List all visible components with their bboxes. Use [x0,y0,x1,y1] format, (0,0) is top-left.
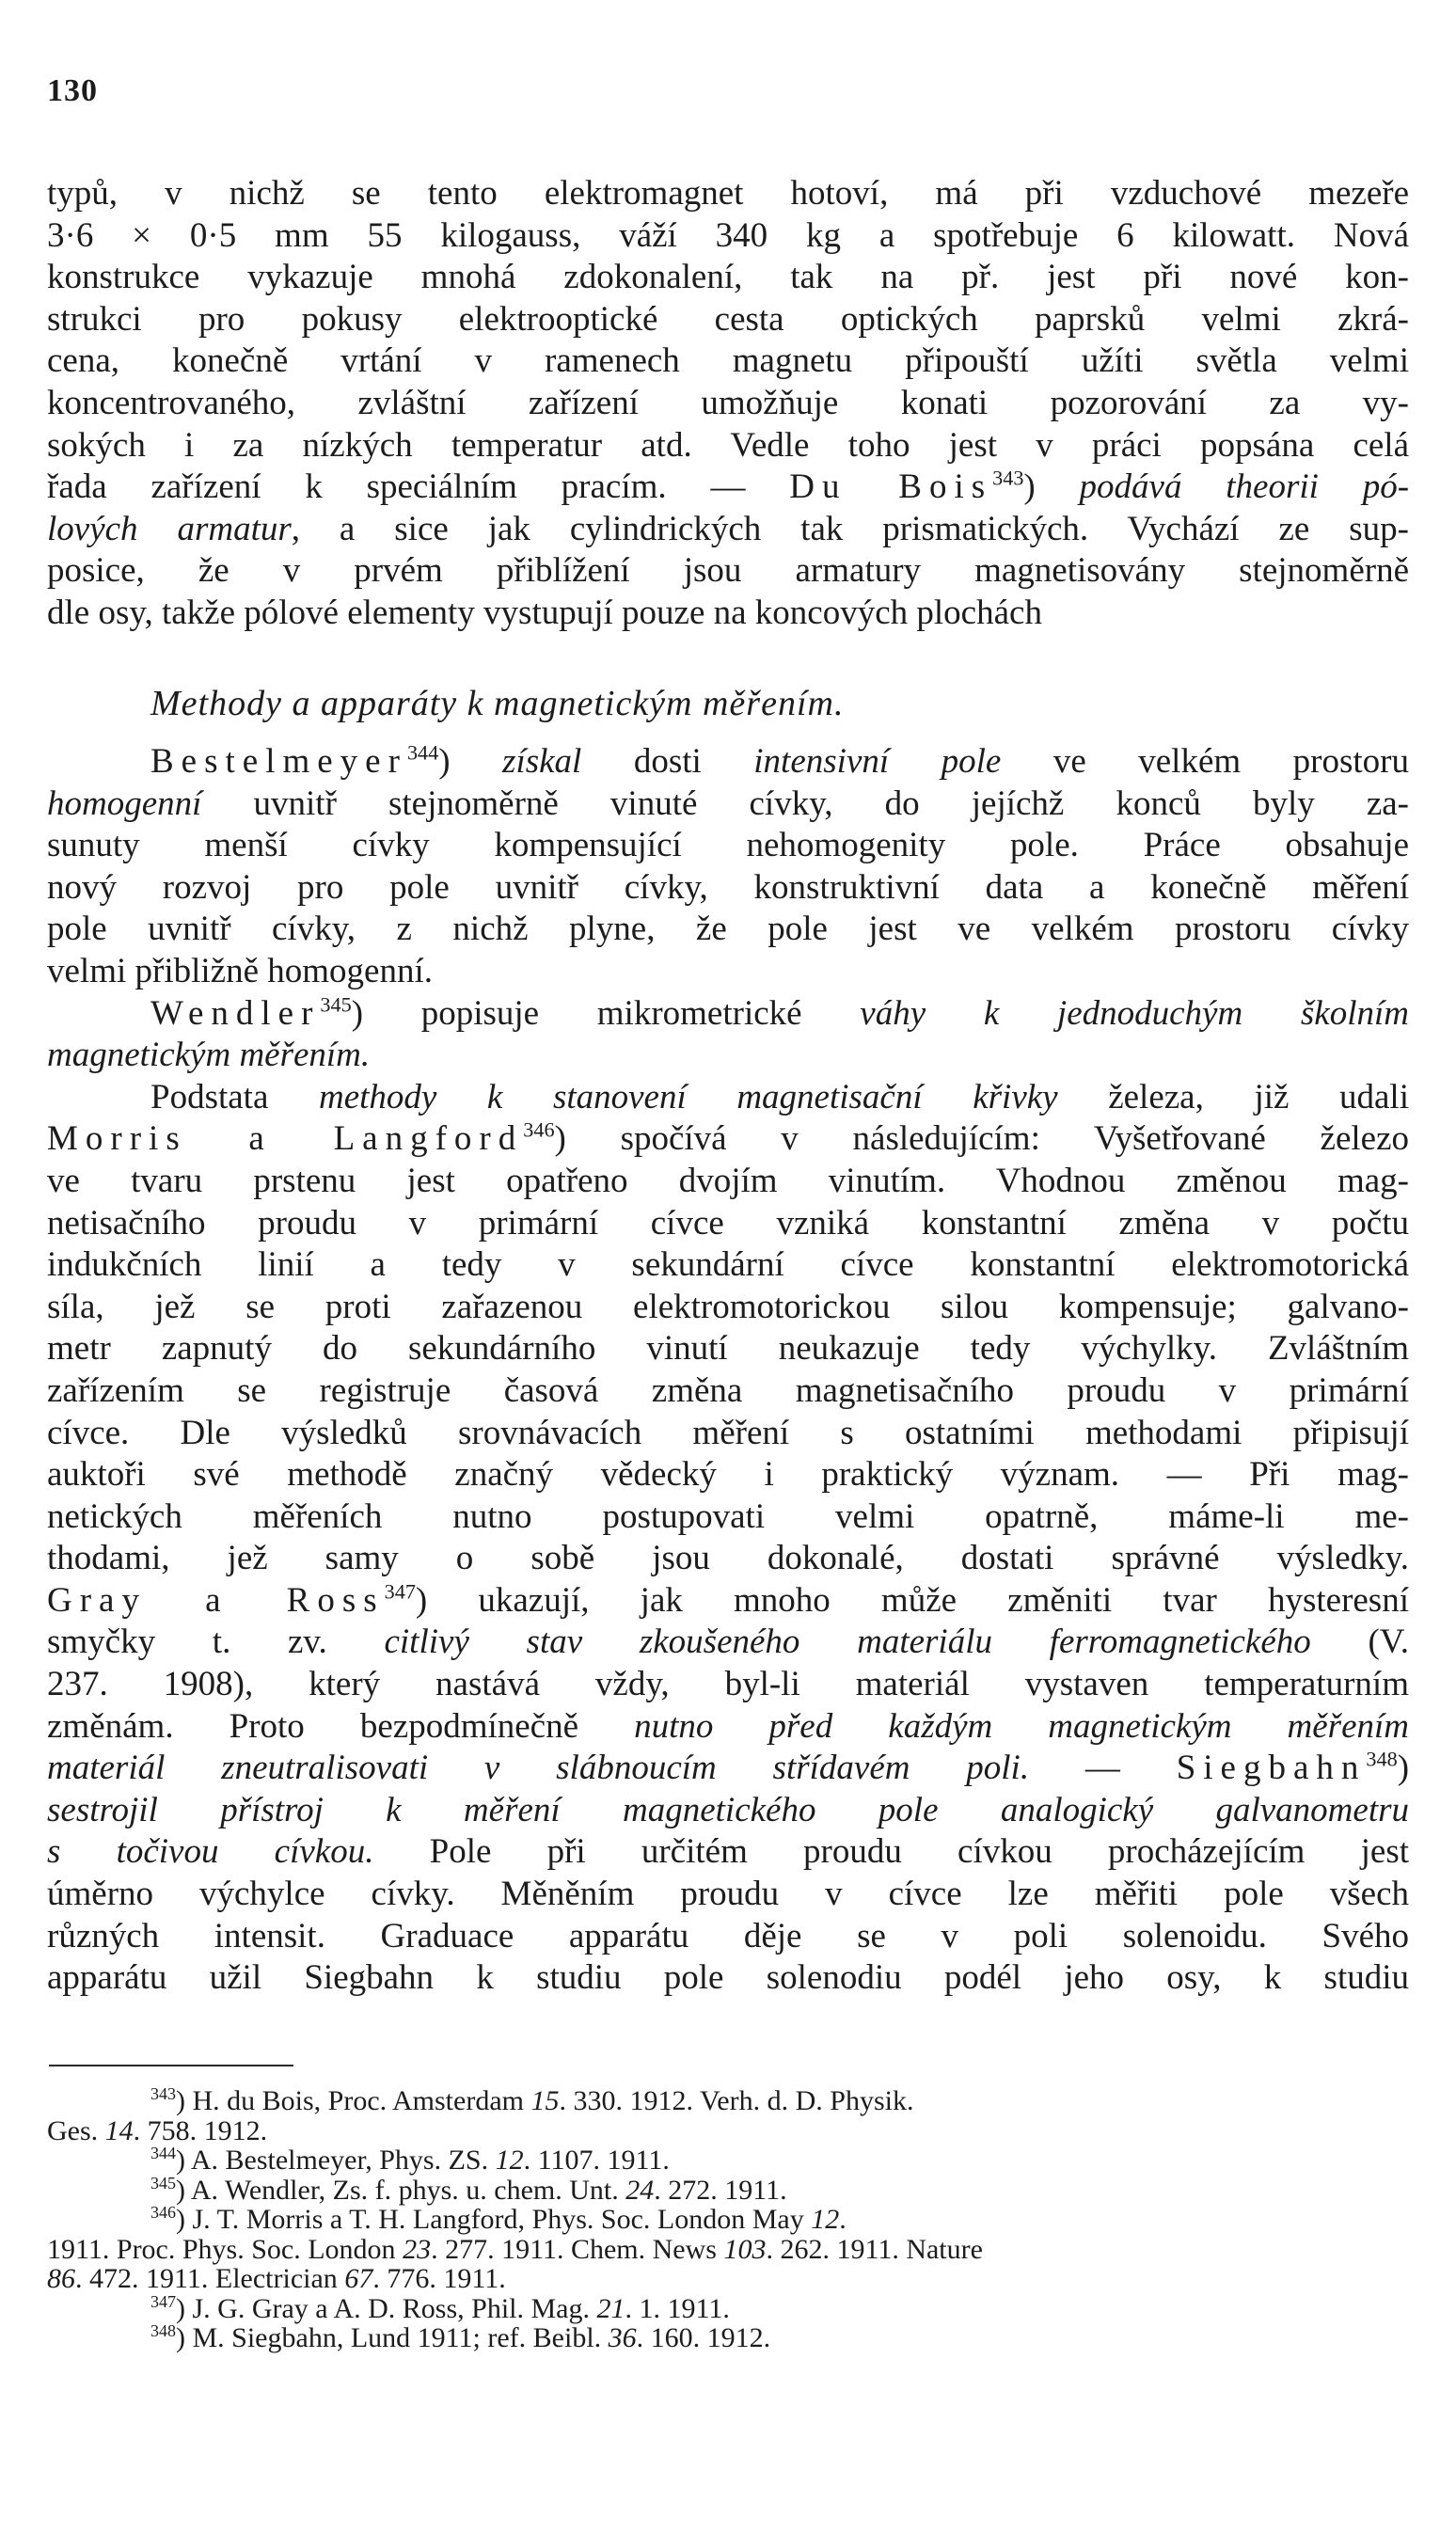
p3-line-16: změnám. Proto bezpodmínečně nutno před každým magnetickým měřením [47,1706,1409,1746]
p1-line-3: sunuty menší cívky kompensující nehomogenity pole. Práce obsahuje [47,826,1409,865]
p3-line-8: zařízením se registruje časová změna magnetisačního proudu v primární [47,1370,1409,1410]
p3-line-10: auktoři své methodě značný vědecký i praktický význam. — Při mag- [47,1455,1409,1495]
footnote-344: $^{344}$) A. Bestelmeyer, Phys. ZS. 12. 1107. 1911. [150,2144,670,2176]
footnote-348: $^{348}$) M. Siegbahn, Lund 1911; ref. Beibl. 36. 160. 1912. [150,2321,771,2353]
intro-line-10: posice, že v prvém přiblížení jsou armatury magnetisovány stejnoměrně [47,551,1409,591]
p3-line-7: metr zapnutý do sekundárního vinutí neukazuje tedy výchylky. Zvláštním [47,1329,1409,1369]
p1-line-2: homogenní uvnitř stejnoměrně vinuté cívky, do jejíchž konců byly za- [47,784,1409,823]
p3-line-11: netických měřeních nutno postupovati velmi opatrně, máme-li me- [47,1496,1409,1536]
footnote-343-cont: Ges. 14. 758. 1912. [47,2114,268,2146]
intro-line-11: dle osy, takže pólové elementy vystupují pouze na koncových plochách [47,593,1042,632]
footnote-346-cont-1: 1911. Proc. Phys. Soc. London 23. 277. 1911. Chem. News 103. 262. 1911. Nature [47,2233,983,2265]
author-bestelmeyer: Bestelmeyer [150,742,407,781]
p1-line-1: Bestelmeyer$^{344}$) získal dosti intensivní pole ve velkém prostoru [150,740,1409,781]
p3-line-2: Morris a Langford$^{346}$) spočívá v následujícím: Vyšetřované železo [47,1118,1409,1159]
p3-line-13: Gray a Ross$^{347}$) ukazují, jak mnoho může změniti tvar hysteresní [47,1579,1409,1620]
p3-line-15: 237. 1908), který nastává vždy, byl-li materiál vystaven temperaturním [47,1665,1409,1704]
footnote-ref: 343 [992,466,1024,490]
p1-line-5: pole uvnitř cívky, z nichž plyne, že pole jest ve velkém prostoru cívky [47,910,1409,949]
intro-line-6: koncentrovaného, zvláštní zařízení umožňuje konati pozorování za vy- [47,383,1409,422]
intro-line-5: cena, konečně vrtání v ramenech magnetu připouští užíti světla velmi [47,341,1409,381]
p3-line-19: s točivou cívkou. Pole při určitém proudu cívkou procházejícím jest [47,1832,1409,1872]
footnotes [47,2086,1409,2353]
p3-line-3: ve tvaru prstenu jest opatřeno dvojím vinutím. Vhodnou změnou mag- [47,1161,1409,1200]
author-du-bois: Du Bois [789,467,993,507]
author-morris-langford: Morris a Langford [47,1119,524,1159]
p2-line-2: magnetickým měřením. [47,1036,371,1075]
footnote-343: $^{343}$) H. du Bois, Proc. Amsterdam 15. 330. 1912. Verh. d. D. Physik. [150,2084,914,2116]
intro-line-3: konstrukce vykazuje mnohá zdokonalení, tak na př. jest při nové kon- [47,258,1409,297]
intro-line-9: lových armatur, a sice jak cylindrických tak prismatických. Vychází ze sup- [47,509,1409,548]
p3-line-5: indukčních linií a tedy v sekundární cívce konstantní elektromotorická [47,1245,1409,1285]
intro-line-7: sokých i za nízkých temperatur atd. Vedle toho jest v práci popsána celá [47,425,1409,465]
footnote-345: $^{345}$) A. Wendler, Zs. f. phys. u. chem. Unt. 24. 272. 1911. [150,2173,787,2206]
intro-line-2: 3·6 × 0·5 mm 55 kilogauss, váží 340 kg a spotřebuje 6 kilowatt. Nová [47,215,1409,255]
footnote-ref: 347 [384,1579,416,1604]
p3-line-14: smyčky t. zv. citlivý stav zkoušeného materiálu ferromagnetického (V. [47,1623,1409,1662]
author-gray-ross: Gray a Ross [47,1580,385,1620]
footnote-346-cont-2: 86. 472. 1911. Electrician 67. 776. 1911. [47,2263,506,2294]
footnote-ref: 348 [1366,1747,1398,1771]
footnote-346: $^{346}$) J. T. Morris a T. H. Langford, Phys. Soc. London May 12. [150,2203,847,2235]
section-body [47,741,1409,2000]
p3-line-6: síla, jež se proti zařazenou elektromotorickou silou kompensuje; galvano- [47,1287,1409,1326]
page-number: 130 [47,73,98,108]
footnote-347: $^{347}$) J. G. Gray a A. D. Ross, Phil. Mag. 21. 1. 1911. [150,2291,730,2324]
p3-line-17: materiál zneutralisovati v slábnoucím střídavém poli. — Siegbahn$^{348}$) [47,1747,1410,1788]
footnote-ref: 345 [320,992,352,1017]
p3-line-1: Podstata methody k stanovení magnetisační křivky železa, již udali [150,1077,1409,1116]
p1-line-4: nový rozvoj pro pole uvnitř cívky, konstruktivní data a konečně měření [47,867,1409,907]
p3-line-4: netisačního proudu v primární cívce vzniká konstantní změna v počtu [47,1203,1409,1243]
footnote-ref: 346 [523,1118,555,1143]
intro-line-8: řada zařízení k speciálním pracím. — Du Bois$^{343}$) podává theorii pó- [47,466,1410,507]
author-wendler: Wendler [150,993,321,1033]
author-siegbahn: Siegbahn [1176,1749,1367,1788]
p1-line-6: velmi přibližně homogenní. [47,951,433,990]
p2-line-1: Wendler$^{345}$) popisuje mikrometrické váhy k jednoduchým školním [150,992,1409,1033]
p3-line-21: různých intensit. Graduace apparátu děje se v poli solenoidu. Svého [47,1916,1409,1955]
p3-line-18: sestrojil přístroj k měření magnetického pole analogický galvanometru [47,1790,1409,1829]
section-heading: Methody a apparáty k magnetickým měřením. [150,684,845,723]
p3-line-22: apparátu užil Siegbahn k studiu pole solenodiu podél jeho osy, k studiu [47,1958,1409,1998]
intro-paragraph [47,173,1409,635]
intro-line-1: typů, v nichž se tento elektromagnet hotoví, má při vzduchové mezeře [47,174,1409,213]
intro-line-4: strukci pro pokusy elektrooptické cesta optických paprsků velmi zkrá- [47,299,1409,339]
p3-line-9: cívce. Dle výsledků srovnávacích měření s ostatními methodami připisují [47,1413,1409,1452]
p3-line-12: thodami, jež samy o sobě jsou dokonalé, dostati správné výsledky. [47,1539,1409,1578]
p3-line-20: úměrno výchylce cívky. Měněním proudu v cívce lze měřiti pole všech [47,1875,1409,1914]
footnote-ref: 344 [406,740,439,765]
footnote-divider [49,2065,293,2066]
